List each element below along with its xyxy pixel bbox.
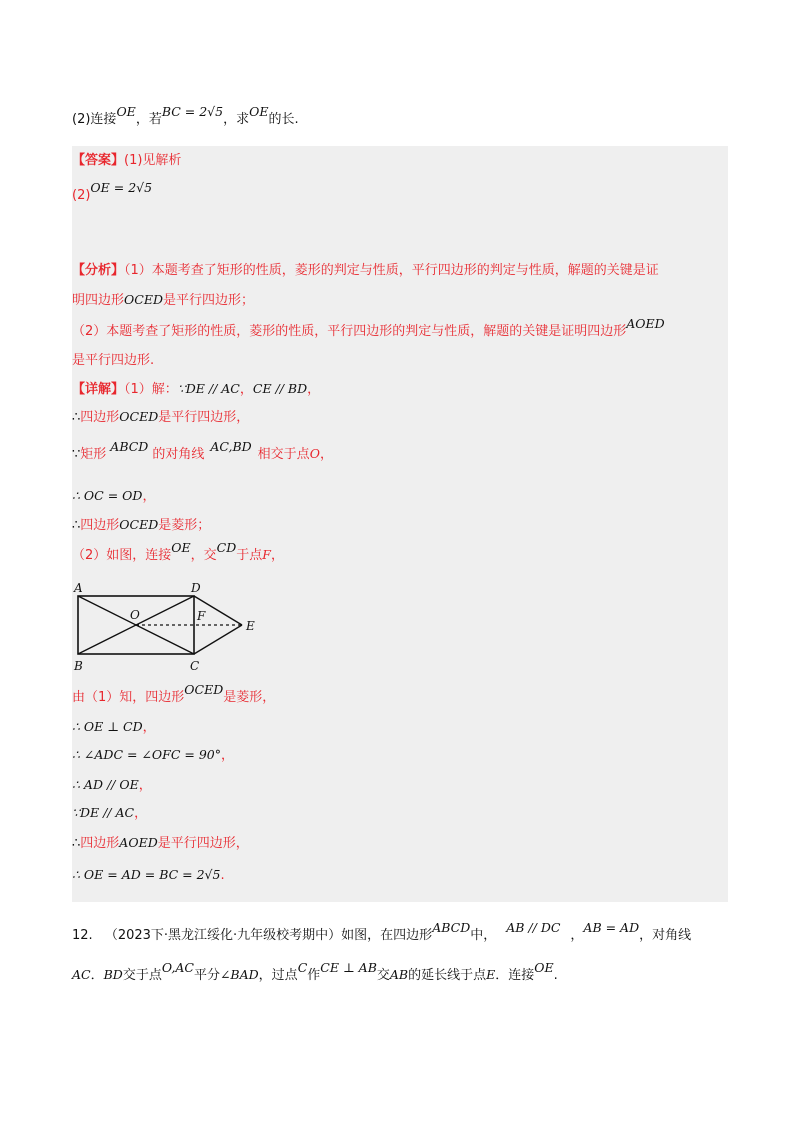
math-oe: OE xyxy=(249,104,269,119)
text: （1）本题考查了矩形的性质，菱形的判定与性质，平行四边形的判定与性质，解题的关键是证 xyxy=(124,263,659,278)
math-bc: BC = 2√5 xyxy=(161,104,224,119)
text: ， xyxy=(142,720,156,735)
math: C xyxy=(297,960,308,975)
math: O xyxy=(309,446,320,461)
text: ，若 xyxy=(135,112,162,127)
label-c: C xyxy=(190,659,200,673)
analysis-line-4 xyxy=(72,352,154,370)
text: ，交 xyxy=(190,548,217,563)
detail-line-10 xyxy=(72,776,152,795)
analysis-line-1 xyxy=(72,262,659,280)
math: ∵DE // AC xyxy=(177,381,240,396)
detail-line-3 xyxy=(72,439,333,464)
math: AOED xyxy=(119,835,158,850)
detail-line-9 xyxy=(72,746,234,765)
text: 中， xyxy=(470,928,497,943)
math-oe: OE xyxy=(116,104,136,119)
text: ． xyxy=(90,968,104,983)
detail-tag: 【详解】 xyxy=(72,382,125,397)
text: 是平行四边形， xyxy=(157,836,249,851)
text: 作 xyxy=(307,968,321,983)
text: ， xyxy=(270,548,284,563)
math: ∴ OE = AD = BC = 2√5 xyxy=(72,867,221,882)
math: ∴ AD // OE xyxy=(72,777,139,792)
text: 是菱形， xyxy=(223,690,276,705)
math: ∠BAD xyxy=(219,967,259,982)
math: E xyxy=(486,967,496,982)
symbol: ∴ xyxy=(72,410,81,425)
detail-line-12 xyxy=(72,834,249,853)
text: 四边形 xyxy=(80,410,120,425)
analysis-line-3 xyxy=(72,316,665,341)
detail-line-4 xyxy=(72,487,155,506)
text: ，对角线 xyxy=(639,928,692,943)
math: AC xyxy=(72,967,91,982)
analysis-line-2 xyxy=(72,291,254,310)
detail-line-8 xyxy=(72,718,156,737)
text: ， xyxy=(319,447,333,462)
question-12-line-1 xyxy=(72,920,692,945)
symbol: ∴ xyxy=(72,518,81,533)
math: CE ⊥ AB xyxy=(320,960,377,975)
question-number: 12. xyxy=(72,928,93,943)
math: AB xyxy=(389,967,409,982)
detail-line-13 xyxy=(72,866,225,885)
math: ∴ OE ⊥ CD xyxy=(72,719,143,734)
text: （1）解： xyxy=(124,382,178,397)
math: OCED xyxy=(184,682,224,697)
label-d: D xyxy=(191,581,201,595)
text: 的长. xyxy=(268,112,299,127)
text: 的对角线 xyxy=(152,447,205,462)
question-part-2 xyxy=(72,104,299,129)
text: ， xyxy=(138,778,152,793)
text: ， xyxy=(570,928,584,943)
answer-part-2-num: (2) xyxy=(72,188,91,203)
text: 平分 xyxy=(193,968,220,983)
math: ∴ OC = OD xyxy=(72,488,143,503)
symbol: ∵ xyxy=(72,447,81,462)
label-b: B xyxy=(74,659,83,673)
text: . xyxy=(220,868,225,883)
text: ， xyxy=(239,382,253,397)
text: 是菱形； xyxy=(158,518,211,533)
math: OCED xyxy=(119,517,159,532)
text: ， xyxy=(220,748,234,763)
math: AC,BD xyxy=(210,439,252,454)
symbol: ∴ xyxy=(72,836,81,851)
math: OE xyxy=(534,960,554,975)
math: OCED xyxy=(119,409,159,424)
math: F xyxy=(262,547,271,562)
text: （2）如图，连接 xyxy=(72,548,172,563)
question-12-line-2 xyxy=(72,960,558,985)
text: 相交于点 xyxy=(257,447,310,462)
part-number: (2) xyxy=(72,112,91,127)
text: 矩形 xyxy=(80,447,107,462)
detail-line-7 xyxy=(72,682,276,707)
text: . xyxy=(553,968,558,983)
text: 连接 xyxy=(90,112,117,127)
math: ABCD xyxy=(110,439,149,454)
text: 是平行四边形. xyxy=(72,353,155,368)
question-source: （2023下·黑龙江绥化·九年级校考期中）如图，在四边形 xyxy=(104,928,433,943)
math: ∴ ∠ADC = ∠OFC = 90° xyxy=(72,747,221,762)
text: 明四边形 xyxy=(72,293,125,308)
math: ∵DE // AC xyxy=(72,805,135,820)
text: 由（1）知，四边形 xyxy=(72,690,185,705)
text: ， xyxy=(134,806,148,821)
rectangle-rhombus-figure xyxy=(72,580,272,676)
text: ， xyxy=(307,382,321,397)
detail-line-5 xyxy=(72,516,210,535)
text: 四边形 xyxy=(80,836,120,851)
label-f: F xyxy=(197,609,206,623)
label-o: O xyxy=(130,608,140,622)
text: ，求 xyxy=(223,112,250,127)
math: ABCD xyxy=(432,920,471,935)
answer-line-1 xyxy=(72,152,181,170)
segment-ce xyxy=(194,625,242,654)
math: AB = AD xyxy=(583,920,640,935)
math: CE // BD xyxy=(252,381,308,396)
text: ，过点 xyxy=(258,968,298,983)
detail-line-11 xyxy=(72,804,147,823)
text: 交于点 xyxy=(122,968,162,983)
text: （2）本题考查了矩形的性质，菱形的性质，平行四边形的判定与性质，解题的关键是证明四边形 xyxy=(72,324,627,339)
detail-line-1 xyxy=(72,380,320,399)
math: OE xyxy=(171,540,191,555)
math: O,AC xyxy=(161,960,194,975)
math-oced: OCED xyxy=(124,292,163,307)
detail-line-2 xyxy=(72,408,249,427)
math-aoed: AOED xyxy=(626,316,665,331)
text: ， xyxy=(142,489,156,504)
math: AB // DC xyxy=(506,920,561,935)
answer-line-2 xyxy=(72,180,153,205)
answer-tag: 【答案】 xyxy=(72,153,125,168)
text: 交 xyxy=(376,968,390,983)
math: CD xyxy=(216,540,237,555)
answer-part-2-math: OE = 2√5 xyxy=(90,180,153,195)
text: 的延长线于点 xyxy=(408,968,487,983)
text: ．连接 xyxy=(495,968,535,983)
text: 是平行四边形； xyxy=(162,293,254,308)
label-e: E xyxy=(246,619,255,633)
math: BD xyxy=(103,967,123,982)
answer-part-1: (1)见解析 xyxy=(124,153,182,168)
text: 于点 xyxy=(236,548,263,563)
analysis-tag: 【分析】 xyxy=(72,263,125,278)
text: 是平行四边形， xyxy=(158,410,250,425)
detail-line-6 xyxy=(72,540,284,565)
text: 四边形 xyxy=(80,518,120,533)
label-a: A xyxy=(74,581,83,595)
